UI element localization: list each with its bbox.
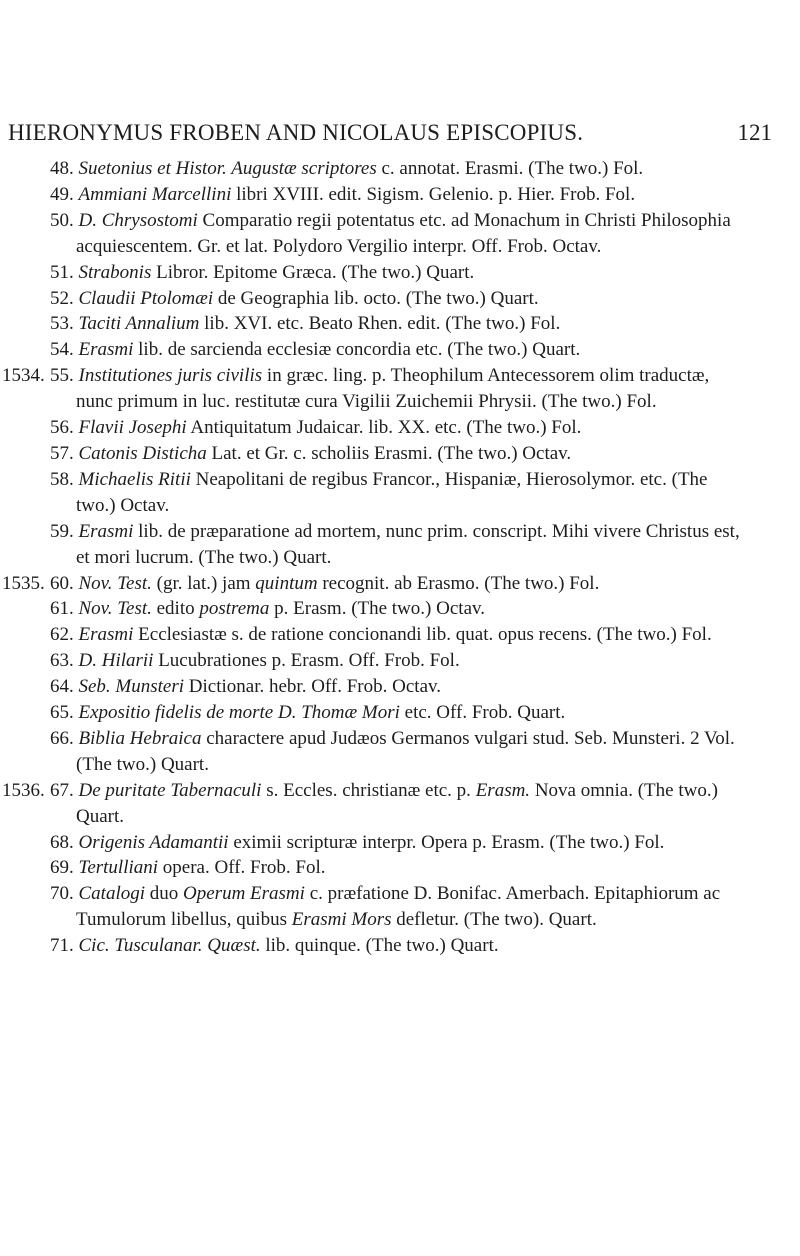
- italic-title-text: postrema: [199, 598, 270, 620]
- italic-title-text: Erasm.: [475, 779, 531, 801]
- catalogue-entry: [50, 700, 740, 726]
- catalogue-entry: [50, 674, 740, 700]
- italic-title-text: Biblia Hebraica: [78, 727, 202, 749]
- year-marginal-note: 1535.: [2, 572, 45, 594]
- entry-text: 59.: [50, 520, 79, 542]
- entry-text: Nova omnia. (The two.) Quart.: [76, 779, 718, 827]
- entry-text: 49.: [50, 183, 79, 205]
- italic-title-text: Institutiones juris civilis: [78, 365, 263, 387]
- catalogue-entry: [50, 286, 740, 312]
- entry-text: lib. quinque. (The two.) Quart.: [260, 935, 499, 957]
- entry-text: lib. XVI. etc. Beato Rhen. edit. (The two.) Fol.: [199, 313, 561, 335]
- italic-title-text: Claudii Ptolomæi: [78, 287, 214, 309]
- italic-title-text: quintum: [255, 572, 318, 594]
- entry-text: 56.: [50, 417, 79, 439]
- entry-text: p. Erasm. (The two.) Octav.: [269, 598, 486, 620]
- entry-text: 61.: [50, 598, 79, 620]
- italic-title-text: Seb. Munsteri: [78, 676, 185, 698]
- entry-text: c. annotat. Erasmi. (The two.) Fol.: [376, 158, 644, 179]
- italic-title-text: Catalogi: [78, 883, 146, 905]
- entry-text: 66.: [50, 727, 79, 749]
- catalogue-entry: [50, 726, 740, 778]
- entry-text: Lucubrationes p. Erasm. Off. Frob. Fol.: [153, 650, 460, 672]
- entry-text: Ecclesiastæ s. de ratione concionandi lib. quat. opus recens. (The two.) Fol.: [133, 624, 712, 646]
- catalogue-entry: [50, 855, 740, 881]
- page-number: 121: [737, 120, 772, 145]
- italic-title-text: D. Hilarii: [78, 650, 154, 672]
- italic-title-text: Origenis Adamantii: [78, 831, 229, 853]
- entry-text: eximii scripturæ interpr. Opera p. Erasm. (The two.) Fol.: [228, 831, 665, 853]
- catalogue-entry: [50, 208, 740, 260]
- catalogue-entry: [2, 363, 740, 415]
- entry-text: lib. de præparatione ad mortem, nunc prim. conscript. Mihi vivere Christus est, et mori lucrum. (The two.) Quart.: [76, 520, 740, 568]
- entry-text: Lat. et Gr. c. scholiis Erasmi. (The two.) Octav.: [206, 442, 572, 464]
- entry-text: 54.: [50, 339, 79, 361]
- italic-title-text: Expositio fidelis de morte D. Thomæ Mori: [78, 702, 400, 724]
- entry-text: 48.: [50, 158, 79, 179]
- entry-text: 62.: [50, 624, 79, 646]
- catalogue-entry: [50, 596, 740, 622]
- catalogue-entries: [2, 156, 740, 959]
- entry-text: 57.: [50, 442, 79, 464]
- italic-title-text: Catonis Disticha: [78, 442, 207, 464]
- entry-text: Antiquitatum Judaicar. lib. XX. etc. (The two.) Fol.: [186, 417, 582, 439]
- entry-text: 67.: [50, 779, 79, 801]
- italic-title-text: Erasmi: [78, 520, 134, 542]
- entry-text: s. Eccles. christianæ etc. p.: [261, 779, 476, 801]
- catalogue-entry: [50, 415, 740, 441]
- entry-text: 64.: [50, 676, 79, 698]
- entry-text: Libror. Epitome Græca. (The two.) Quart.: [151, 261, 475, 283]
- italic-title-text: De puritate Tabernaculi: [78, 779, 262, 801]
- catalogue-entry: [50, 467, 740, 519]
- italic-title-text: Nov. Test.: [78, 598, 152, 620]
- catalogue-entry: [50, 182, 740, 208]
- entry-text: 63.: [50, 650, 79, 672]
- italic-title-text: Operum Erasmi: [183, 883, 305, 905]
- entry-text: duo: [145, 883, 184, 905]
- year-marginal-note: 1536.: [2, 779, 45, 801]
- catalogue-entry: [50, 260, 740, 286]
- entry-text: defletur. (The two). Quart.: [391, 909, 597, 931]
- entry-text: 55.: [50, 365, 79, 387]
- italic-title-text: Taciti Annalium: [78, 313, 200, 335]
- entry-text: 65.: [50, 702, 79, 724]
- entry-text: Dictionar. hebr. Off. Frob. Octav.: [184, 676, 442, 698]
- catalogue-entry: [50, 337, 740, 363]
- catalogue-entry: [50, 441, 740, 467]
- entry-text: Neapolitani de regibus Francor., Hispaniæ, Hierosolymor. etc. (The two.) Octav.: [76, 468, 708, 516]
- entry-text: Comparatio regii potentatus etc. ad Monachum in Christi Philosophia acquiescentem. Gr. et lat. Polydoro Vergilio interpr. Off. Frob. Octav.: [76, 209, 731, 257]
- entry-text: 68.: [50, 831, 79, 853]
- entry-text: c. præfatione D. Bonifac. Amerbach. Epitaphiorum ac Tumulorum libellus, quibus: [76, 883, 721, 931]
- catalogue-entry: [50, 519, 740, 571]
- catalogue-entry: [2, 778, 740, 830]
- entry-text: (gr. lat.) jam: [151, 572, 256, 594]
- entry-text: 60.: [50, 572, 79, 594]
- catalogue-entry: [50, 881, 740, 933]
- catalogue-entry: [50, 311, 740, 337]
- catalogue-entry: [50, 830, 740, 856]
- italic-title-text: Michaelis Ritii: [78, 468, 191, 490]
- entry-text: lib. de sarcienda ecclesiæ concordia etc. (The two.) Quart.: [133, 339, 581, 361]
- entry-text: 53.: [50, 313, 79, 335]
- italic-title-text: Cic. Tusculanar. Quæst.: [78, 935, 261, 957]
- entry-text: charactere apud Judæos Germanos vulgari stud. Seb. Munsteri. 2 Vol. (The two.) Quart.: [76, 727, 735, 775]
- entry-text: 58.: [50, 468, 79, 490]
- entry-text: 69.: [50, 857, 79, 879]
- entry-text: libri XVIII. edit. Sigism. Gelenio. p. Hier. Frob. Fol.: [231, 183, 636, 205]
- entry-text: 50.: [50, 209, 79, 231]
- entry-text: recognit. ab Erasmo. (The two.) Fol.: [317, 572, 600, 594]
- italic-title-text: Flavii Josephi: [78, 417, 187, 439]
- italic-title-text: Erasmi: [78, 624, 134, 646]
- running-title: HIERONYMUS FROBEN AND NICOLAUS EPISCOPIUS.: [8, 120, 584, 145]
- italic-title-text: Ammiani Marcellini: [78, 183, 232, 205]
- italic-title-text: Nov. Test.: [78, 572, 152, 594]
- italic-title-text: Erasmi: [78, 339, 134, 361]
- italic-title-text: D. Chrysostomi: [78, 209, 198, 231]
- italic-title-text: Suetonius et Histor. Augustæ scriptores: [78, 158, 377, 179]
- catalogue-entry: [2, 571, 740, 597]
- catalogue-entry: [50, 648, 740, 674]
- entry-text: in græc. ling. p. Theophilum Antecessorem olim traductæ, nunc primum in luc. restitutæ cura Vigilii Zuichemii Phrysii. (The two.) Fol.: [76, 365, 710, 413]
- year-marginal-note: 1534.: [2, 365, 45, 387]
- italic-title-text: Tertulliani: [78, 857, 159, 879]
- catalogue-entry: [50, 622, 740, 648]
- catalogue-entry: [50, 156, 740, 182]
- entry-text: opera. Off. Frob. Fol.: [158, 857, 326, 879]
- italic-title-text: Strabonis: [78, 261, 152, 283]
- catalogue-entry: [50, 933, 740, 959]
- entry-text: 51.: [50, 261, 79, 283]
- entry-text: 70.: [50, 883, 79, 905]
- entry-text: edito: [151, 598, 200, 620]
- entry-text: de Geographia lib. octo. (The two.) Quart.: [213, 287, 539, 309]
- entry-text: 52.: [50, 287, 79, 309]
- italic-title-text: Erasmi Mors: [291, 909, 392, 931]
- entry-text: etc. Off. Frob. Quart.: [399, 702, 566, 724]
- entry-text: 71.: [50, 935, 79, 957]
